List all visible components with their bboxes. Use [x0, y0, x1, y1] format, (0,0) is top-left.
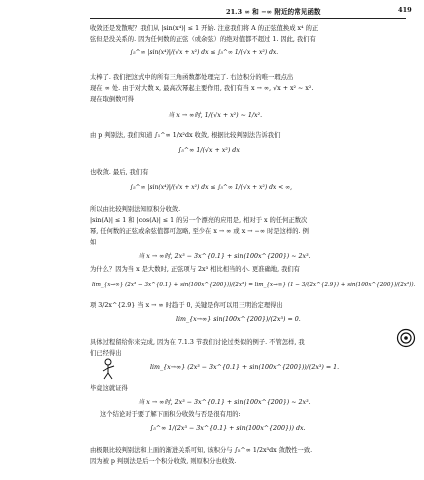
header-rule [90, 18, 406, 19]
equation: ∫₅^∞ 1/(√x + x²) dx [178, 147, 240, 154]
text-line: 为什么？因为当 x 是大数时, 正弦项与 2x³ 相比相当的小. 更准确地, 我们有 [90, 266, 300, 273]
equation: ∫₅^∞ |sin(x⁴)|/(√x + x²) dx ≤ ∫₅^∞ 1/(√x + x²) dx. [130, 49, 279, 56]
text-line: 所以由比较判别法知原积分收敛. [90, 206, 181, 213]
equation: lim_{x→∞} (2x³ − 3x^{0.1} + sin(100x^{200}))/(2x³) = lim_{x→∞} (1 − 3/(2x^{2.9}) + sin(100x^{200})/(2x³)). [92, 282, 416, 288]
page-number: 419 [398, 6, 412, 14]
equation: 当 x → ∞时, 1/(√x + x²) ~ 1/x². [168, 112, 263, 119]
equation: 当 x → ∞时, 2x³ − 3x^{0.1} + sin(100x^{200}) ~ 2x³. [138, 399, 311, 406]
text-line: 由极限比较判别法和上面的渐进关系可知, 该积分与 ∫₅^∞ 1/2x³dx 敛散性一致. [90, 447, 313, 454]
equation: lim_{x→∞} (2x³ − 3x^{0.1} + sin(100x^{200}))/(2x³) = 1. [150, 364, 340, 371]
text-line: 毕竟这就证得 [90, 385, 128, 392]
pointing-figure-icon [100, 358, 116, 380]
text-line: 弦但是没关系的. 因为任何数的正弦（或余弦）的绝对值都不超过 1. 因此, 我们有 [90, 36, 316, 43]
text-line: 现在 ∞ 处. 由于对大数 x, 最高次幂起主要作用, 我们有当 x → ∞, √x + x² ~ x². [90, 85, 314, 92]
text-line: 具体过程留给你来完成, 因为在 7.1.3 节我们讨论过类似的例子. 不管怎样, 我 [90, 339, 305, 346]
equation: ∫₅^∞ |sin(x⁴)|/(√x + x²) dx ≤ ∫₅^∞ 1/(√x + x²) dx < ∞, [130, 184, 293, 191]
equation: 当 x → ∞时, 2x³ − 3x^{0.1} + sin(100x^{200}) ~ 2x³. [138, 253, 311, 260]
text-line: 这个结论对于要了解下面积分收敛与否是很有用的: [100, 411, 241, 418]
text-line: 也收敛. 最后, 我们有 [90, 169, 149, 176]
text-line: 由 p 判别法, 我们知道 ∫₁^∞ 1/x²dx 收敛, 根据比较判别法告诉我们 [90, 132, 281, 139]
text-line: 因为被 p 判别法是后一个积分收敛, 则原积分也收敛. [90, 458, 237, 465]
page-header [0, 6, 424, 18]
text-line: 们已经得出 [90, 350, 122, 357]
equation: ∫₅^∞ 1/(2x³ − 3x^{0.1} + sin(100x^{200})) dx. [150, 425, 306, 432]
text-line: 太棒了. 我们把这式中的所有三角函数都处理完了. 右边积分的唯一瑕点出 [90, 74, 294, 81]
equation: lim_{x→∞} sin(100x^{200})/(2x³) = 0. [176, 316, 301, 323]
text-line: 如 [90, 239, 97, 246]
text-line: 项 3/2x^{2.9} 当 x → ∞ 时趋于 0, 关键是你可以用三明治定理得出 [90, 302, 283, 309]
text-line: 幂, 任何数的正弦或余弦值都可忽略, 至少在 x → ∞ 或 x → −∞ 时是这样的. 例 [90, 228, 309, 235]
text-line: 现在取倒数可得 [90, 96, 135, 103]
text-line: 收敛还是发散呢？我们从 |sin(x⁴)| ≤ 1 开始. 注意我们将 A 的正弦值换成 x⁴ 的正 [90, 25, 319, 32]
target-icon [396, 328, 416, 348]
text-line: |sin(A)| ≤ 1 和 |cos(A)| ≤ 1 的另一个漂亮的应用是, 相对于 x 的任何正数次 [90, 217, 308, 224]
running-title: 21.3 ∞ 和 −∞ 附近的常见函数 [226, 8, 321, 16]
